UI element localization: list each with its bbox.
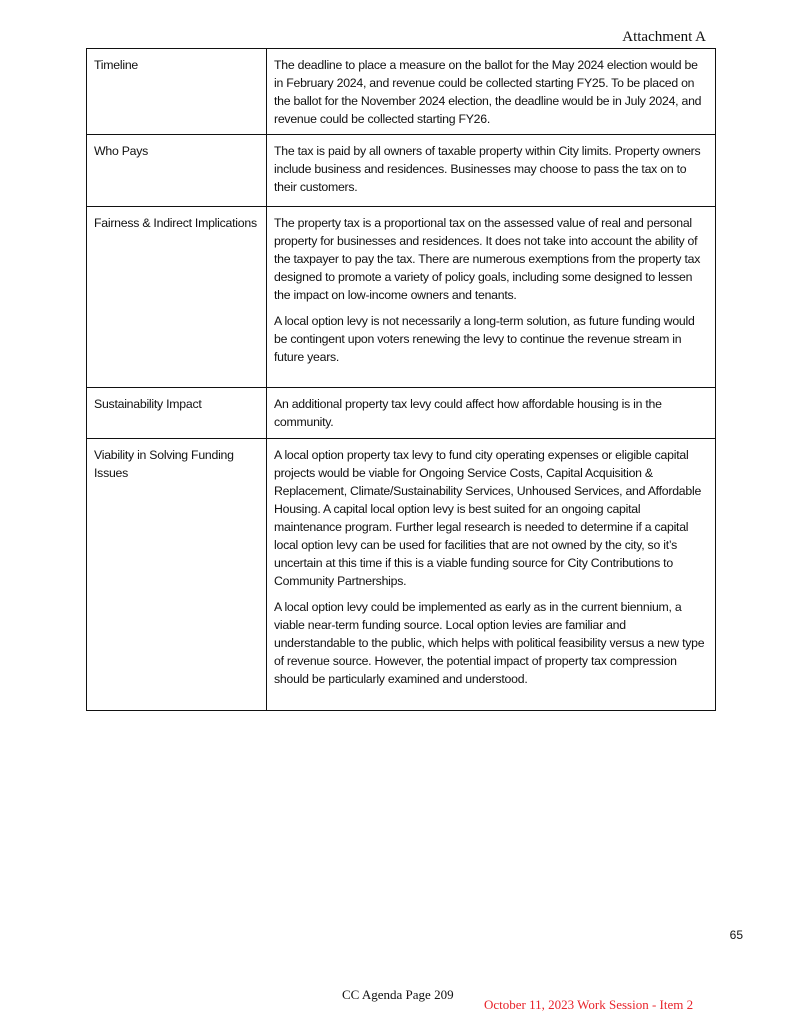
table-row: [87, 207, 716, 388]
paragraph: A local option levy could be implemented as early as in the current biennium, a viable near-term funding source. Local option levies are familiar and understandable to the public, which helps with political feasibility versus a new type of revenue source. However, the potential impact of property tax compression should be particularly examined and understood.: [274, 600, 705, 686]
row-content: [267, 207, 716, 388]
paragraph: The property tax is a proportional tax on the assessed value of real and personal property for businesses and residences. It does not take into account the ability of the taxpayer to pay the tax. There are numerous exemptions from the property tax designed to promote a variety of policy goals, including some designed to lessen the impact on low-income owners and tenants.: [274, 216, 701, 302]
paragraph: A local option property tax levy to fund city operating expenses or eligible capital projects would be viable for Ongoing Service Costs, Capital Acquisition & Replacement, Climate/Sustainability Services, Unhoused Services, and Affordable Housing. A capital local option levy is best suited for an ongoing capital maintenance program. Further legal research is needed to determine if a capital local option levy can be used for facilities that are not owned by the city, so it’s uncertain at this time if this is a viable funding source for City Contributions to Community Partnerships.: [274, 448, 702, 588]
row-label: Fairness & Indirect Implications: [87, 207, 267, 388]
row-label: Viability in Solving Funding Issues: [87, 439, 267, 711]
table-row: [87, 135, 716, 207]
paragraph: The tax is paid by all owners of taxable property within City limits. Property owners include business and residences. Businesses may choose to pass the tax on to their customers.: [274, 144, 701, 194]
row-content: [267, 135, 716, 207]
attachment-label: Attachment A: [622, 29, 706, 45]
paragraph: A local option levy is not necessarily a long-term solution, as future funding would be contingent upon voters renewing the levy to continue the revenue stream in future years.: [274, 314, 695, 364]
page-number: 65: [729, 928, 743, 942]
agenda-page-label: CC Agenda Page 209: [342, 987, 454, 1002]
row-content: [267, 439, 716, 711]
table-row: [87, 388, 716, 439]
paragraph: The deadline to place a measure on the ballot for the May 2024 election would be in February 2024, and revenue could be collected starting FY25. To be placed on the ballot for the November 2024 election, the deadline would be in July 2024, and revenue could be collected starting FY26.: [274, 58, 702, 126]
table-row: [87, 439, 716, 711]
paragraph: An additional property tax levy could affect how affordable housing is in the community.: [274, 397, 662, 429]
row-content: [267, 49, 716, 135]
table-row: [87, 49, 716, 135]
revenue-option-table: [86, 48, 716, 711]
row-label: Sustainability Impact: [87, 388, 267, 439]
row-label: Who Pays: [87, 135, 267, 207]
row-content: [267, 388, 716, 439]
work-session-label: October 11, 2023 Work Session - Item 2: [484, 997, 694, 1012]
row-label: Timeline: [87, 49, 267, 135]
